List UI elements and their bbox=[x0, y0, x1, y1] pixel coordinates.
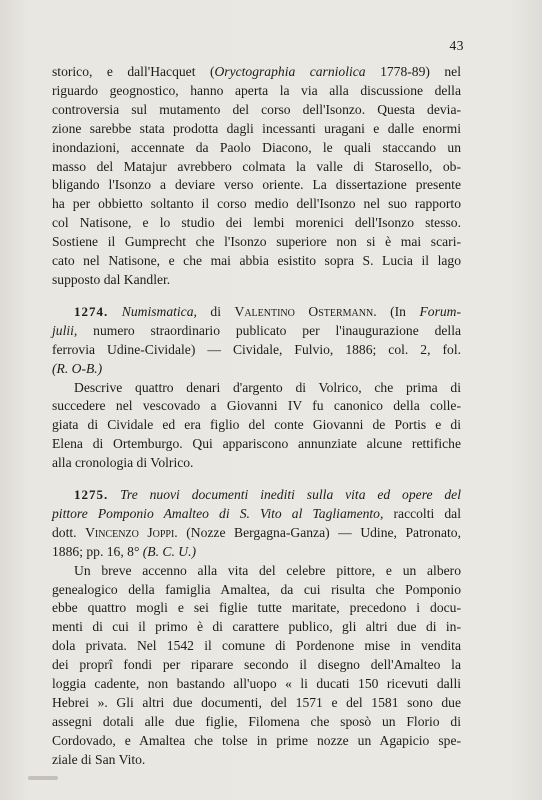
text-line: Descrive quattro denari d'argento di Volrico, che prima di bbox=[74, 379, 461, 395]
text-line: supposto dal Kandler. bbox=[52, 271, 171, 287]
text-line: controversia sul mutamento del corso dell'Isonzo. Questa devia- bbox=[52, 101, 461, 117]
bibliography-entry-1275 bbox=[52, 486, 461, 770]
entry-by: di bbox=[196, 303, 235, 319]
entry-number: 1275. bbox=[74, 487, 109, 503]
entry-text: 1886; pp. 16, 8° bbox=[52, 543, 143, 559]
page-number: 43 bbox=[449, 38, 464, 53]
bibliography-entry-1274 bbox=[52, 303, 461, 473]
text-line: giata di Cividale ed era figlio del conte Giovanni de Portis e di bbox=[52, 417, 461, 433]
text-line: masso del Matajur avrebbero colmata la valle di Starosello, ob- bbox=[52, 158, 461, 174]
entry-author: Vincenzo Joppi. bbox=[85, 524, 178, 540]
text-line bbox=[52, 505, 461, 524]
text-line: bligando l'Isonzo a deviare verso oriente. La dissertazione presente bbox=[52, 177, 461, 193]
text-line: dola privata. Nel 1542 il comune di Pordenone mise in vendita bbox=[52, 638, 461, 654]
text-line: julii, numero straordinario publicato per l'inaugurazione della bbox=[52, 322, 461, 338]
italic-title: julii, bbox=[52, 322, 78, 338]
text-line: ha per obbietto soltanto il corso medio dell'Isonzo nel suo rapporto bbox=[52, 196, 461, 212]
entry-title: Tre nuovi documenti inediti sulla vita ed opere del bbox=[120, 487, 461, 503]
entry-text: (In bbox=[376, 303, 420, 319]
text-line: assegni dotali alle due figlie, Filomena che sposò un Florio di bbox=[52, 713, 461, 729]
text-line: menti di cui il primo è di carattere publico, gli altri due di in- bbox=[52, 619, 461, 635]
entry-text: raccolti dal bbox=[383, 505, 461, 521]
italic-title: Oryctographia carniolica bbox=[214, 64, 366, 79]
entry-heading-line bbox=[52, 486, 461, 505]
text-line: storico, e dall'Hacquet (Oryctographia carniolica 1778-89) nel bbox=[52, 64, 461, 79]
text-line: riguardo geognostico, hanno aperta la via alla discussione della bbox=[52, 82, 461, 98]
text-line bbox=[52, 524, 461, 543]
text-line: Cordovado, e Amaltea che tolse in prime nozze un Agapicio spe- bbox=[52, 732, 461, 748]
text-line: ferrovia Udine-Cividale) — Cividale, Fulvio, 1886; col. 2, fol. bbox=[52, 341, 461, 357]
text-line: ebbe quattro mogli e sei figlie tutte maritate, precedono i docu- bbox=[52, 600, 461, 616]
library-siglum: (B. C. U.) bbox=[142, 543, 197, 559]
text-line: alla cronologia di Volrico. bbox=[52, 455, 194, 471]
page-smudge bbox=[28, 776, 58, 780]
library-siglum: (R. O-B.) bbox=[52, 360, 103, 376]
text-line: Elena di Ortemburgo. Qui appariscono annunziate alcune rettifiche bbox=[52, 436, 461, 452]
entry-heading-line bbox=[52, 303, 461, 322]
text-line bbox=[52, 543, 461, 562]
entry-author: Valentino Ostermann. bbox=[234, 303, 377, 319]
text-line: zione sarebbe stata prodotta dagli incessanti uragani e dalle enormi bbox=[52, 120, 461, 136]
text-body bbox=[52, 63, 461, 770]
text-line: ziale di San Vito. bbox=[52, 751, 146, 767]
text-line: genealogico della famiglia Amaltea, da cui risulta che Pomponio bbox=[52, 581, 461, 597]
text-line: cato nel Natisone, e che mai abbia esistito sopra S. Lucia il lago bbox=[52, 253, 461, 269]
text-line: Sostiene il Gumprecht che l'Isonzo superiore non si è mai scari- bbox=[52, 234, 461, 250]
entry-title-cont: pittore Pomponio Amalteo di S. Vito al Tagliamento, bbox=[52, 505, 384, 521]
text-line: loggia cadente, non bastando all'uopo « li ducati 150 ricevuti dalli bbox=[52, 676, 461, 692]
text-line: succedere nel vescovado a Giovanni IV fu canonico della colle- bbox=[52, 398, 461, 414]
text-line: Un breve accenno alla vita del celebre pittore, e un albero bbox=[74, 562, 461, 578]
entry-text-italic: Forum- bbox=[419, 303, 462, 319]
entry-title: Numismatica, bbox=[121, 303, 197, 319]
continued-paragraph bbox=[52, 63, 461, 290]
entry-text: dott. bbox=[52, 524, 86, 540]
entry-number: 1274. bbox=[74, 303, 109, 319]
text-line: Hebrei ». Gli altri due documenti, del 1571 e del 1581 sono due bbox=[52, 695, 461, 710]
text-line: dei proprî fondi per riparare secondo il disegno dell'Amalteo la bbox=[52, 657, 461, 673]
text-line: col Natisone, e lo studio dei lembi morenici dell'Isonzo stesso. bbox=[52, 215, 461, 231]
entry-text: (Nozze Bergagna-Ganza) — Udine, Patronato, bbox=[177, 524, 461, 540]
text-line: inondazioni, accennate da Paolo Diacono, le quali staccando un bbox=[52, 139, 461, 155]
